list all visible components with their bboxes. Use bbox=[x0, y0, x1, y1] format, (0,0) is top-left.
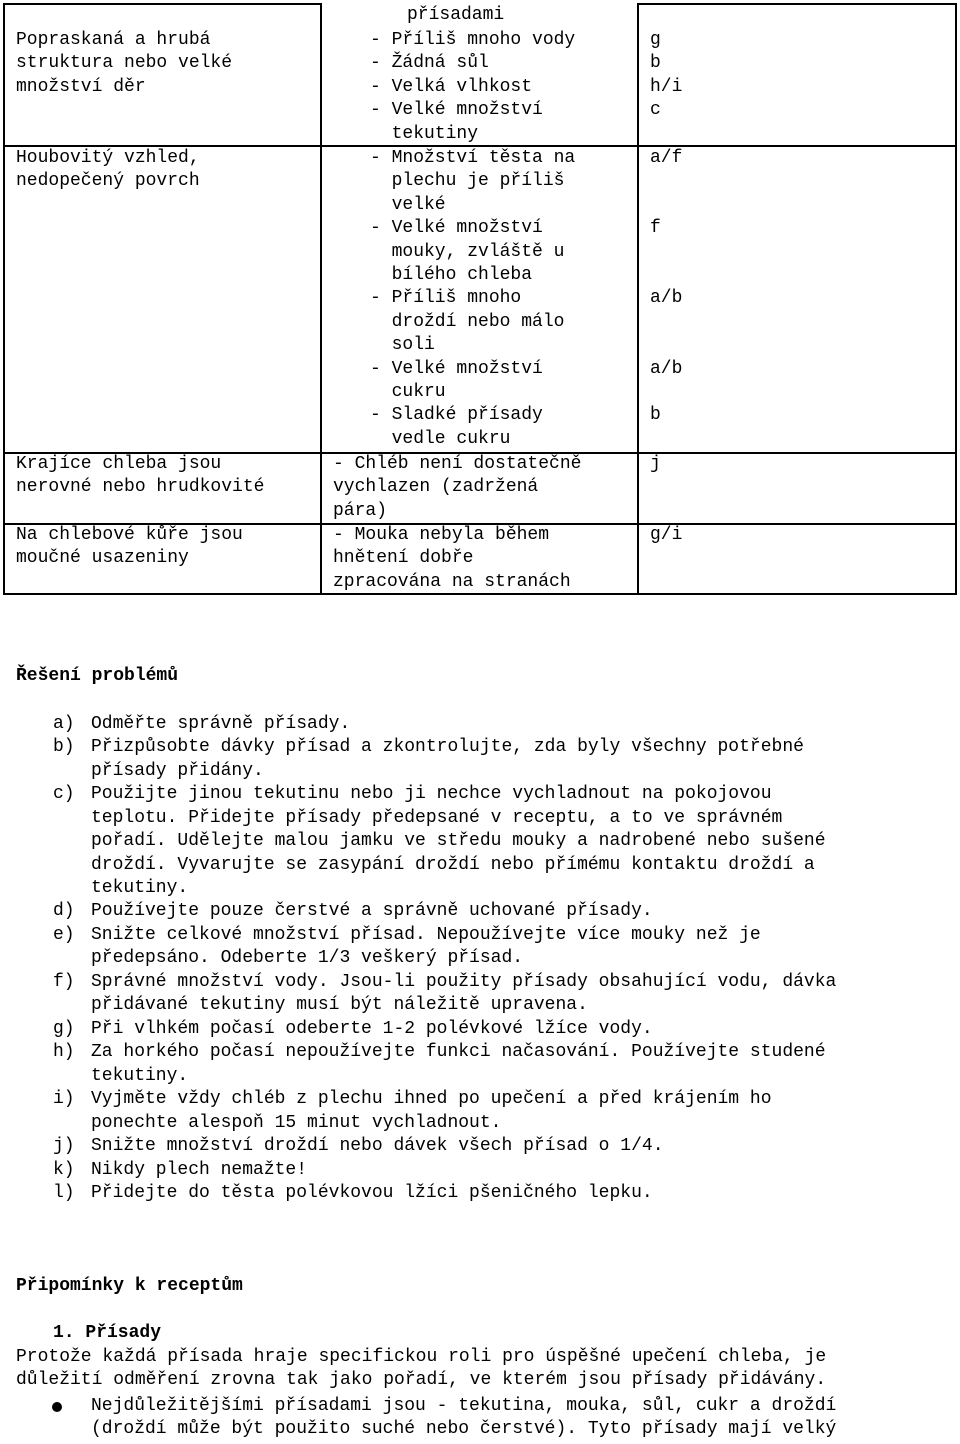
list-item-continuation: tekutiny. bbox=[91, 1066, 189, 1086]
table-row-divider bbox=[3, 3, 320, 5]
list-item-continuation: teplotu. Přidejte přísady předepsané v receptu, a to ve správném pořadí. Udělejte malou jamku ve středu mouky a nadrobené nebo sušené droždí. Vyvarujte se zasypání droždí nebo přímému kontaktu droždí a tekutiny. bbox=[91, 808, 826, 899]
list-item: f) Správné množství vody. Jsou-li použity přísady obsahující vodu, dávka bbox=[53, 972, 837, 992]
table-cell-symptom: Popraskaná a hrubá struktura nebo velké množství děr bbox=[16, 30, 233, 97]
list-item: h) Za horkého počasí nepoužívejte funkci načasování. Používejte studené bbox=[53, 1042, 826, 1062]
list-item: k) Nikdy plech nemažte! bbox=[53, 1160, 308, 1180]
list-item: a) Odměřte správně přísady. bbox=[53, 714, 351, 734]
table-border-col1 bbox=[320, 3, 322, 595]
section-heading-notes: Připomínky k receptům bbox=[16, 1276, 243, 1296]
table-cell-symptom: Krajíce chleba jsou nerovné nebo hrudkovité bbox=[16, 454, 265, 498]
table-cell-cause: - Mouka nebyla během hnětení dobře zpracována na stranách bbox=[333, 525, 571, 592]
list-item: j) Snižte množství droždí nebo dávek všech přísad o 1/4. bbox=[53, 1136, 664, 1156]
table-cell-symptom: Na chlebové kůře jsou moučné usazeniny bbox=[16, 525, 243, 569]
table-cell-cause: přísadami bbox=[407, 5, 505, 25]
list-item-continuation: přísady přidány. bbox=[91, 761, 264, 781]
table-cell-code: a/f f a/b a/b b bbox=[650, 148, 683, 426]
list-item: d) Používejte pouze čerstvé a správně uchované přísady. bbox=[53, 901, 653, 921]
bullet-item: Nejdůležitějšími přísadami jsou - tekutina, mouka, sůl, cukr a droždí (droždí může být použito suché nebo čerstvé). Tyto přísady mají velký bbox=[91, 1396, 837, 1440]
subsection-heading: 1. Přísady bbox=[53, 1323, 162, 1343]
list-item: l) Přidejte do těsta polévkovou lžíci pšeničného lepku. bbox=[53, 1183, 653, 1203]
list-item-continuation: ponechte alespoň 15 minut vychladnout. bbox=[91, 1113, 502, 1133]
list-item-continuation: přidávané tekutiny musí být náležitě upravena. bbox=[91, 995, 588, 1015]
list-item: g) Při vlhkém počasí odeberte 1-2 polévkové lžíce vody. bbox=[53, 1019, 653, 1039]
table-cell-code: g/i bbox=[650, 525, 683, 545]
table-cell-code: j bbox=[650, 454, 661, 474]
table-row-divider bbox=[637, 3, 957, 5]
table-cell-cause: - Množství těsta na plechu je příliš velké - Velké množství mouky, zvláště u bílého chleba - Příliš mnoho droždí nebo málo soli - Velké množství cukru - Sladké přísady vedle cukru bbox=[370, 148, 576, 449]
list-item: b) Přizpůsobte dávky přísad a zkontrolujte, zda byly všechny potřebné bbox=[53, 737, 804, 757]
table-border-right bbox=[955, 3, 957, 595]
bullet-icon bbox=[52, 1402, 62, 1412]
table-cell-cause: - Příliš mnoho vody - Žádná sůl - Velká vlhkost - Velké množství tekutiny bbox=[370, 30, 576, 144]
table-border-left bbox=[3, 3, 5, 595]
list-item: e) Snižte celkové množství přísad. Nepoužívejte více mouky než je bbox=[53, 925, 761, 945]
list-item: c) Použijte jinou tekutinu nebo ji nechce vychladnout na pokojovou bbox=[53, 784, 772, 804]
section-heading-solutions: Řešení problémů bbox=[16, 666, 179, 686]
paragraph: Protože každá přísada hraje specifickou roli pro úspěšné upečení chleba, je důležití odměření zrovna tak jako pořadí, ve kterém jsou přísady přidávány. bbox=[16, 1347, 827, 1391]
table-cell-cause: - Chléb není dostatečně vychlazen (zadržená pára) bbox=[333, 454, 582, 521]
list-item-continuation: předepsáno. Odeberte 1/3 veškerý přísad. bbox=[91, 948, 524, 968]
table-border-col2 bbox=[637, 3, 639, 595]
list-item: i) Vyjměte vždy chléb z plechu ihned po upečení a před krájením ho bbox=[53, 1089, 772, 1109]
table-cell-symptom: Houbovitý vzhled, nedopečený povrch bbox=[16, 148, 200, 192]
table-cell-code: g b h/i c bbox=[650, 30, 683, 121]
